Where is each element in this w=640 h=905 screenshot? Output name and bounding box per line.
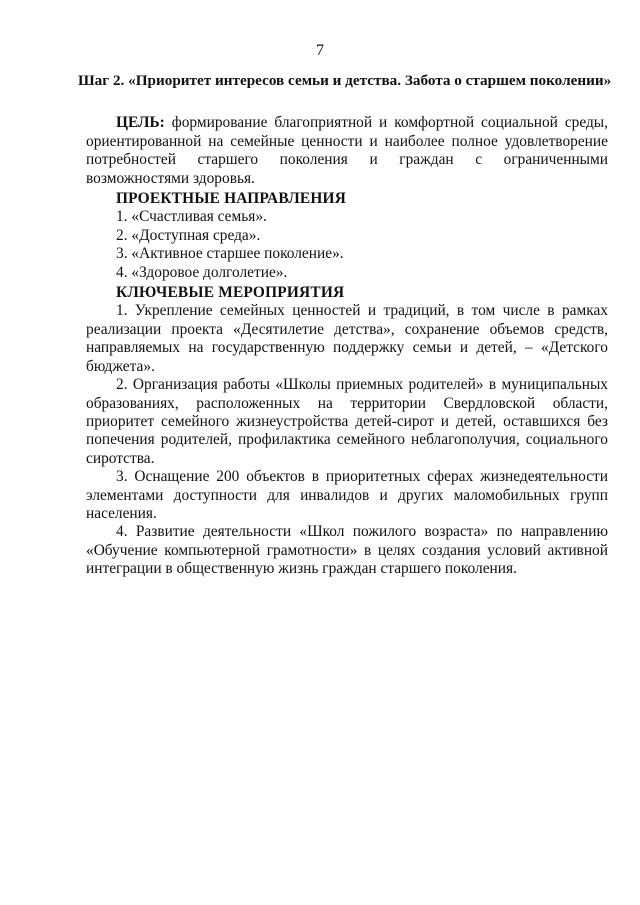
event-item: 3. Оснащение 200 объектов в приоритетных сферах жизнедеятельности элементами доступности для инвалидов и других маломобильных групп населения. [86, 468, 608, 522]
directions-title: ПРОЕКТНЫЕ НАПРАВЛЕНИЯ [116, 190, 347, 208]
direction-item: 2. «Доступная среда». [116, 226, 261, 244]
page-number: 7 [316, 42, 324, 59]
direction-item: 3. «Активное старшее поколение». [116, 245, 344, 263]
goal-text: формирование благоприятной и комфортной социальной среды, ориентированной на семейные ценности и наиболее полное удовлетворение потребностей старшего поколения и граждан с ограниченными возможностями здоровья. [86, 114, 608, 187]
event-item: 2. Организация работы «Школы приемных родителей» в муниципальных образованиях, расположенных на территории Свердловской области, приоритет семейного жизнеустройства детей-сирот и детей, оставшихся без попечения родителей, профилактика семейного неблагополучия, социального сиротства. [86, 376, 608, 467]
page-content [78, 72, 612, 579]
event-item: 1. Укрепление семейных ценностей и традиций, в том числе в рамках реализации проекта «Десятилетие детства», сохранение объемов средств, направляемых на государственную поддержку семьи и детей, – «Детского бюджета». [86, 302, 608, 375]
goal-paragraph [86, 114, 608, 188]
events-title: КЛЮЧЕВЫЕ МЕРОПРИЯТИЯ [116, 284, 345, 302]
direction-item: 4. «Здоровое долголетие». [116, 263, 288, 281]
direction-item: 1. «Счастливая семья». [116, 208, 267, 226]
event-item: 4. Развитие деятельности «Школ пожилого возраста» по направлению «Обучение компьютерной грамотности» в целях создания условий активной интеграции в общественную жизнь граждан старшего поколения. [86, 523, 608, 578]
goal-label: ЦЕЛЬ: [116, 114, 165, 132]
step-heading: Шаг 2. «Приоритет интересов семьи и детства. Забота о старшем поколении» [78, 72, 612, 89]
